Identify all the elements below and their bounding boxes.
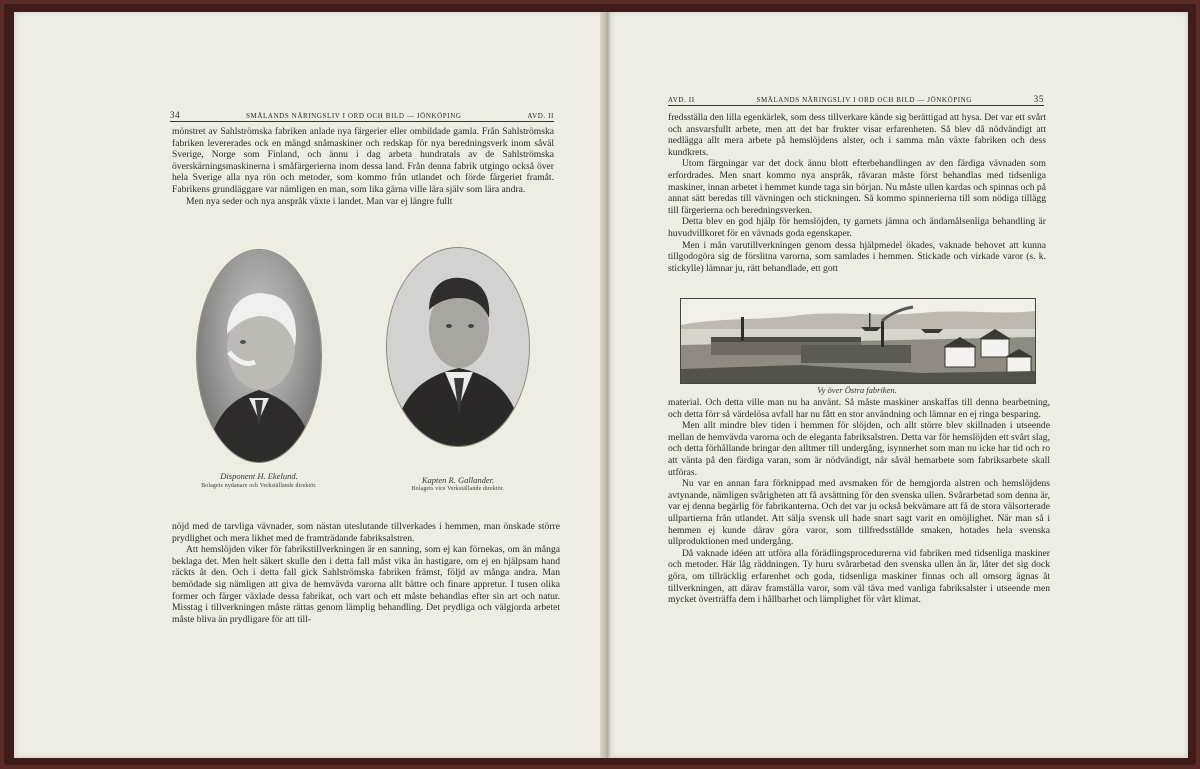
paragraph: Men allt mindre blev tiden i hemmen för slöjden, och allt större blev skillnaden i utseende mellan de hemvävda varorna och de eleganta fabriksalstren. Detta var för hemslöjden ett svårt slag, och detta förhållande bringar den alltmer till undergång, isynnerhet som man nu icke har tid och ro att vänta på den färdiga varan, som är nödvändigt, när såväl hemarbete som fabriksarbete skall utföras. <box>668 420 1050 478</box>
right-running-title: SMÅLANDS NÄRINGSLIV I ORD OCH BILD — JÖNKÖPING <box>756 96 972 104</box>
left-section-label: AVD. II <box>527 112 554 120</box>
portrait-gallander <box>387 248 529 446</box>
right-page-number: 35 <box>1033 94 1044 104</box>
paragraph: Utom färgningar var det dock ännu blott efterbehandlingen av den färdiga vävnaden som erfordrades. Men snart kommo nya anspråk, råvaran måste först behandlas med tidsenliga maskiner, innan arbetet i hemmet kunde taga sin början. Nu måste ullen kardas och spinnas och på annat sätt beredas till vävningen och stickningen. Så kommo spinnerierna till som nödiga tillägg till färgerierna och beredningsverken. <box>668 158 1046 216</box>
right-section-label: AVD. II <box>668 96 695 104</box>
left-page-number: 34 <box>170 110 181 120</box>
left-top-text <box>172 126 554 207</box>
right-top-text <box>668 112 1046 274</box>
left-page-header <box>170 106 554 122</box>
right-bottom-text <box>668 397 1050 606</box>
paragraph: mönstret av Sahlströmska fabriken anlade nya färgerier eller ombildade gamla. Från Sahlströmska fabriken levererades ock en mängd snåmaskiner och redskap för nya beredningsverk inom såväl Sverige, Norge som Finland, och ännu i dag arbeta hundratals av de Sahlströmska överskärningsmaskinerna i småfärgerierna inom dessa land. Från denna fabrik utgingo också över hela Sverige alla nya rön och metoder, som kommo från utlandet och förde färgeriet framåt. Fabrikens grundläggare var nämligen en man, som lika gärna ville lära själv som lära andra. <box>172 126 554 195</box>
factory-illustration <box>680 298 1036 384</box>
left-bottom-text <box>172 521 560 625</box>
paragraph: nöjd med de tarvliga vävnader, som nästan uteslutande tillverkades i hemmen, man önskade större prydlighet och mera likhet med de framträdande fabriksalstren. <box>172 521 560 544</box>
left-running-title: SMÅLANDS NÄRINGSLIV I ORD OCH BILD — JÖNKÖPING <box>246 112 462 120</box>
right-page <box>610 12 1188 758</box>
paragraph: Detta blev en god hjälp för hemslöjden, ty garnets jämna och ändamålsenliga behandling är huvudvillkoret för en vävnads goda egenskaper. <box>668 216 1046 239</box>
paragraph: Nu var en annan fara förknippad med avsmaken för de hemgjorda alstren och hemslöjdens avtynande, nämligen svårigheten att få avsättning för den svenska ullen. Svårarbetad som denna är, var ej denna begärlig för fabrikanterna. Och det var ju också bekvämare att få de stora välsorterade ullpartierna från utlandet. Att sälja svensk ull hade snart sagt varit en omöjlighet. När man så i hemmen ej kunde därav göra varor, som tillfredsställde smaken, hotades hela svenska ullproduktionen med undergång. <box>668 478 1050 548</box>
paragraph: Att hemslöjden viker för fabrikstillverkningen är en sanning, som ej kan förnekas, om än många beklaga det. Men helt säkert skulle den i detta fall måst vika än hastigare, om ej en hjälpsam hand räckts åt den. Och i detta fall gick Sahlströmska fabriken främst, följd av många andra. Man bemödade sig nämligen att giva de hemvävda varorna allt bättre och finare appretur. I tusen olika former och färger växlade dessa fabrikat, och vart och ett måste behandlas efter sin art och natur. Misstag i tillverkningen måste rättas genom lämplig behandling. Det prydliga och välgjorda arbetet måste bliva än prydligare för att till- <box>172 544 560 625</box>
paragraph: Men i mån varutillverkningen genom dessa hjälpmedel ökades, vaknade behovet att kunna tillgodogöra sig de förslitna varorna, som samlades i hemmen. Stickade och virkade varor (s. k. stickylle) lämnar ju, rätt behandlade, ett gott <box>668 239 1046 274</box>
left-page <box>14 12 607 758</box>
portrait-caption-ekelund: Disponent H. Ekelund. <box>220 471 298 481</box>
portrait-ekelund <box>197 250 321 462</box>
portrait-subcaption-gallander: Bolagets vice Verkställande direktör. <box>411 486 505 492</box>
paragraph: Men nya seder och nya anspråk växte i landet. Man var ej längre fullt <box>186 195 453 207</box>
portrait-subcaption-ekelund: Bolagets nydanare och Verkställande direktör. <box>201 483 317 489</box>
paragraph: material. Och detta ville man nu ha använt. Så måste maskiner anskaffas till denna bearbetning, och detta förr så värdelösa avfall har nu fått en stor användning och lämnar en ej ringa besparing. <box>668 397 1050 420</box>
figure-caption: Vy över Östra fabriken. <box>817 385 897 395</box>
paragraph: fredsställa den lilla egenkärlek, som dess tillverkare kände sig berättigad att hysa. Det var ett svårt och ansvarsfullt arbete, men att det bar frukter visar erfarenheten. Så blev då nödvändigt att nedlägga allt mera arbete på hemslöjdens alster, och i samma mån växte fabriken och dess kundkrets. <box>668 112 1046 158</box>
right-page-header <box>668 90 1044 106</box>
portrait-caption-gallander: Kapten R. Gallander. <box>421 475 495 485</box>
paragraph: Då vaknade idéen att utföra alla förädlingsprocedurerna vid fabriken med tidsenliga maskiner och metoder. Här låg räddningen. Ty huru svårarbetad den svenska ullen än är, låter det sig dock göra, om tillräcklig erfarenhet och goda, tidsenliga maskiner finnas och all omsorg ägnas åt tillverkningen, att därav framställa varor, som väl täva med vanliga fabriksalster i utseende men mycket överträffa dem i hållbarhet och lämplighet för vårt klimat. <box>668 547 1050 606</box>
